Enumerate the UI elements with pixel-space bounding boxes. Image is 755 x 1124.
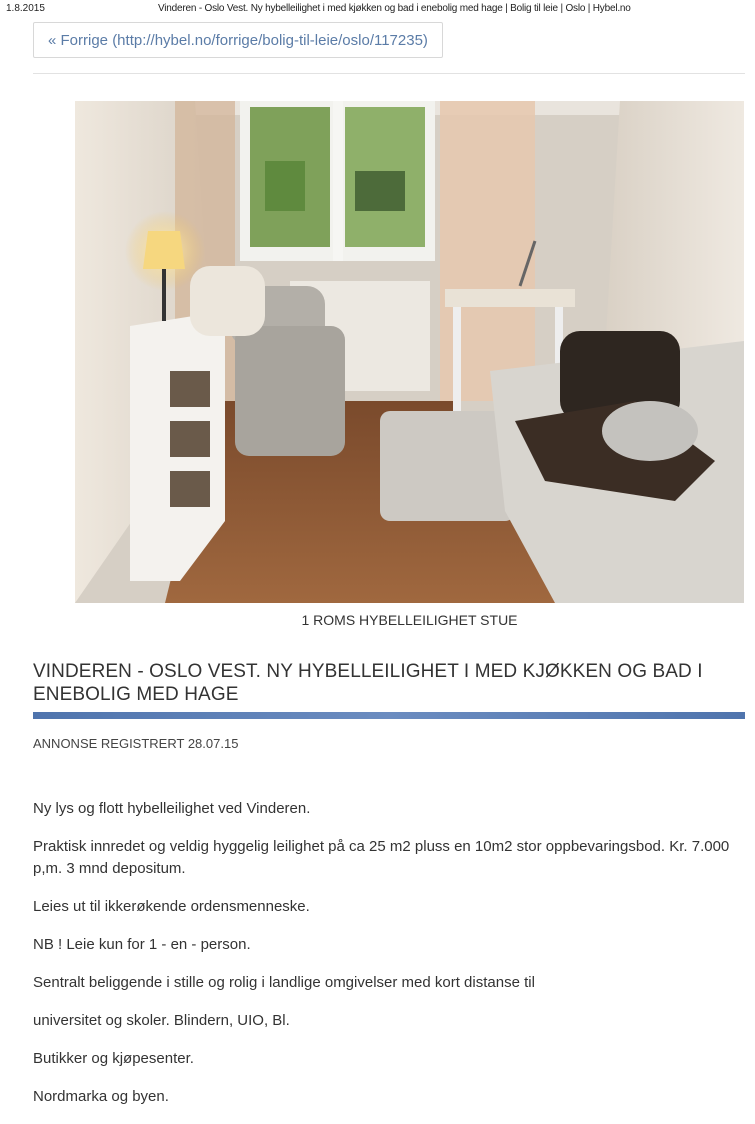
photo-caption: 1 ROMS HYBELLEILIGHET STUE [301, 612, 518, 628]
description-paragraph: Nordmarka og byen. [33, 1088, 169, 1105]
listing-title: VINDEREN - OSLO VEST. NY HYBELLEILIGHET I MED KJØKKEN OG BAD I ENEBOLIG MED HAGE [33, 661, 703, 705]
previous-listing-link[interactable]: « Forrige (http://hybel.no/forrige/bolig-til-leie/oslo/117235) [33, 22, 443, 58]
registered-date: ANNONSE REGISTRERT 28.07.15 [33, 736, 239, 751]
living-room-image [75, 101, 744, 603]
description-paragraph: Sentralt beliggende i stille og rolig i landlige omgivelser med kort distanse til [33, 974, 535, 991]
print-date: 1.8.2015 [6, 3, 45, 14]
description-paragraph: universitet og skoler. Blindern, UIO, Bl. [33, 1012, 290, 1029]
listing-photo [75, 101, 744, 603]
description-paragraph: Ny lys og flott hybelleilighet ved Vinderen. [33, 800, 311, 817]
divider [33, 73, 745, 74]
print-page-title: Vinderen - Oslo Vest. Ny hybelleilighet i med kjøkken og bad i enebolig med hage | Bolig til leie | Oslo | Hybel.no [158, 3, 631, 14]
description-paragraph: NB ! Leie kun for 1 - en - person. [33, 936, 251, 953]
print-header [0, 3, 755, 17]
description-paragraph: Butikker og kjøpesenter. [33, 1050, 194, 1067]
description-paragraph: Leies ut til ikkerøkende ordensmenneske. [33, 898, 310, 915]
description-paragraph: Praktisk innredet og veldig hyggelig leilighet på ca 25 m2 pluss en 10m2 stor oppbevaringsbod. Kr. 7.000 p,m. 3 mnd depositum. [33, 838, 730, 877]
listing-description [33, 798, 745, 1124]
title-accent-bar [33, 712, 745, 719]
